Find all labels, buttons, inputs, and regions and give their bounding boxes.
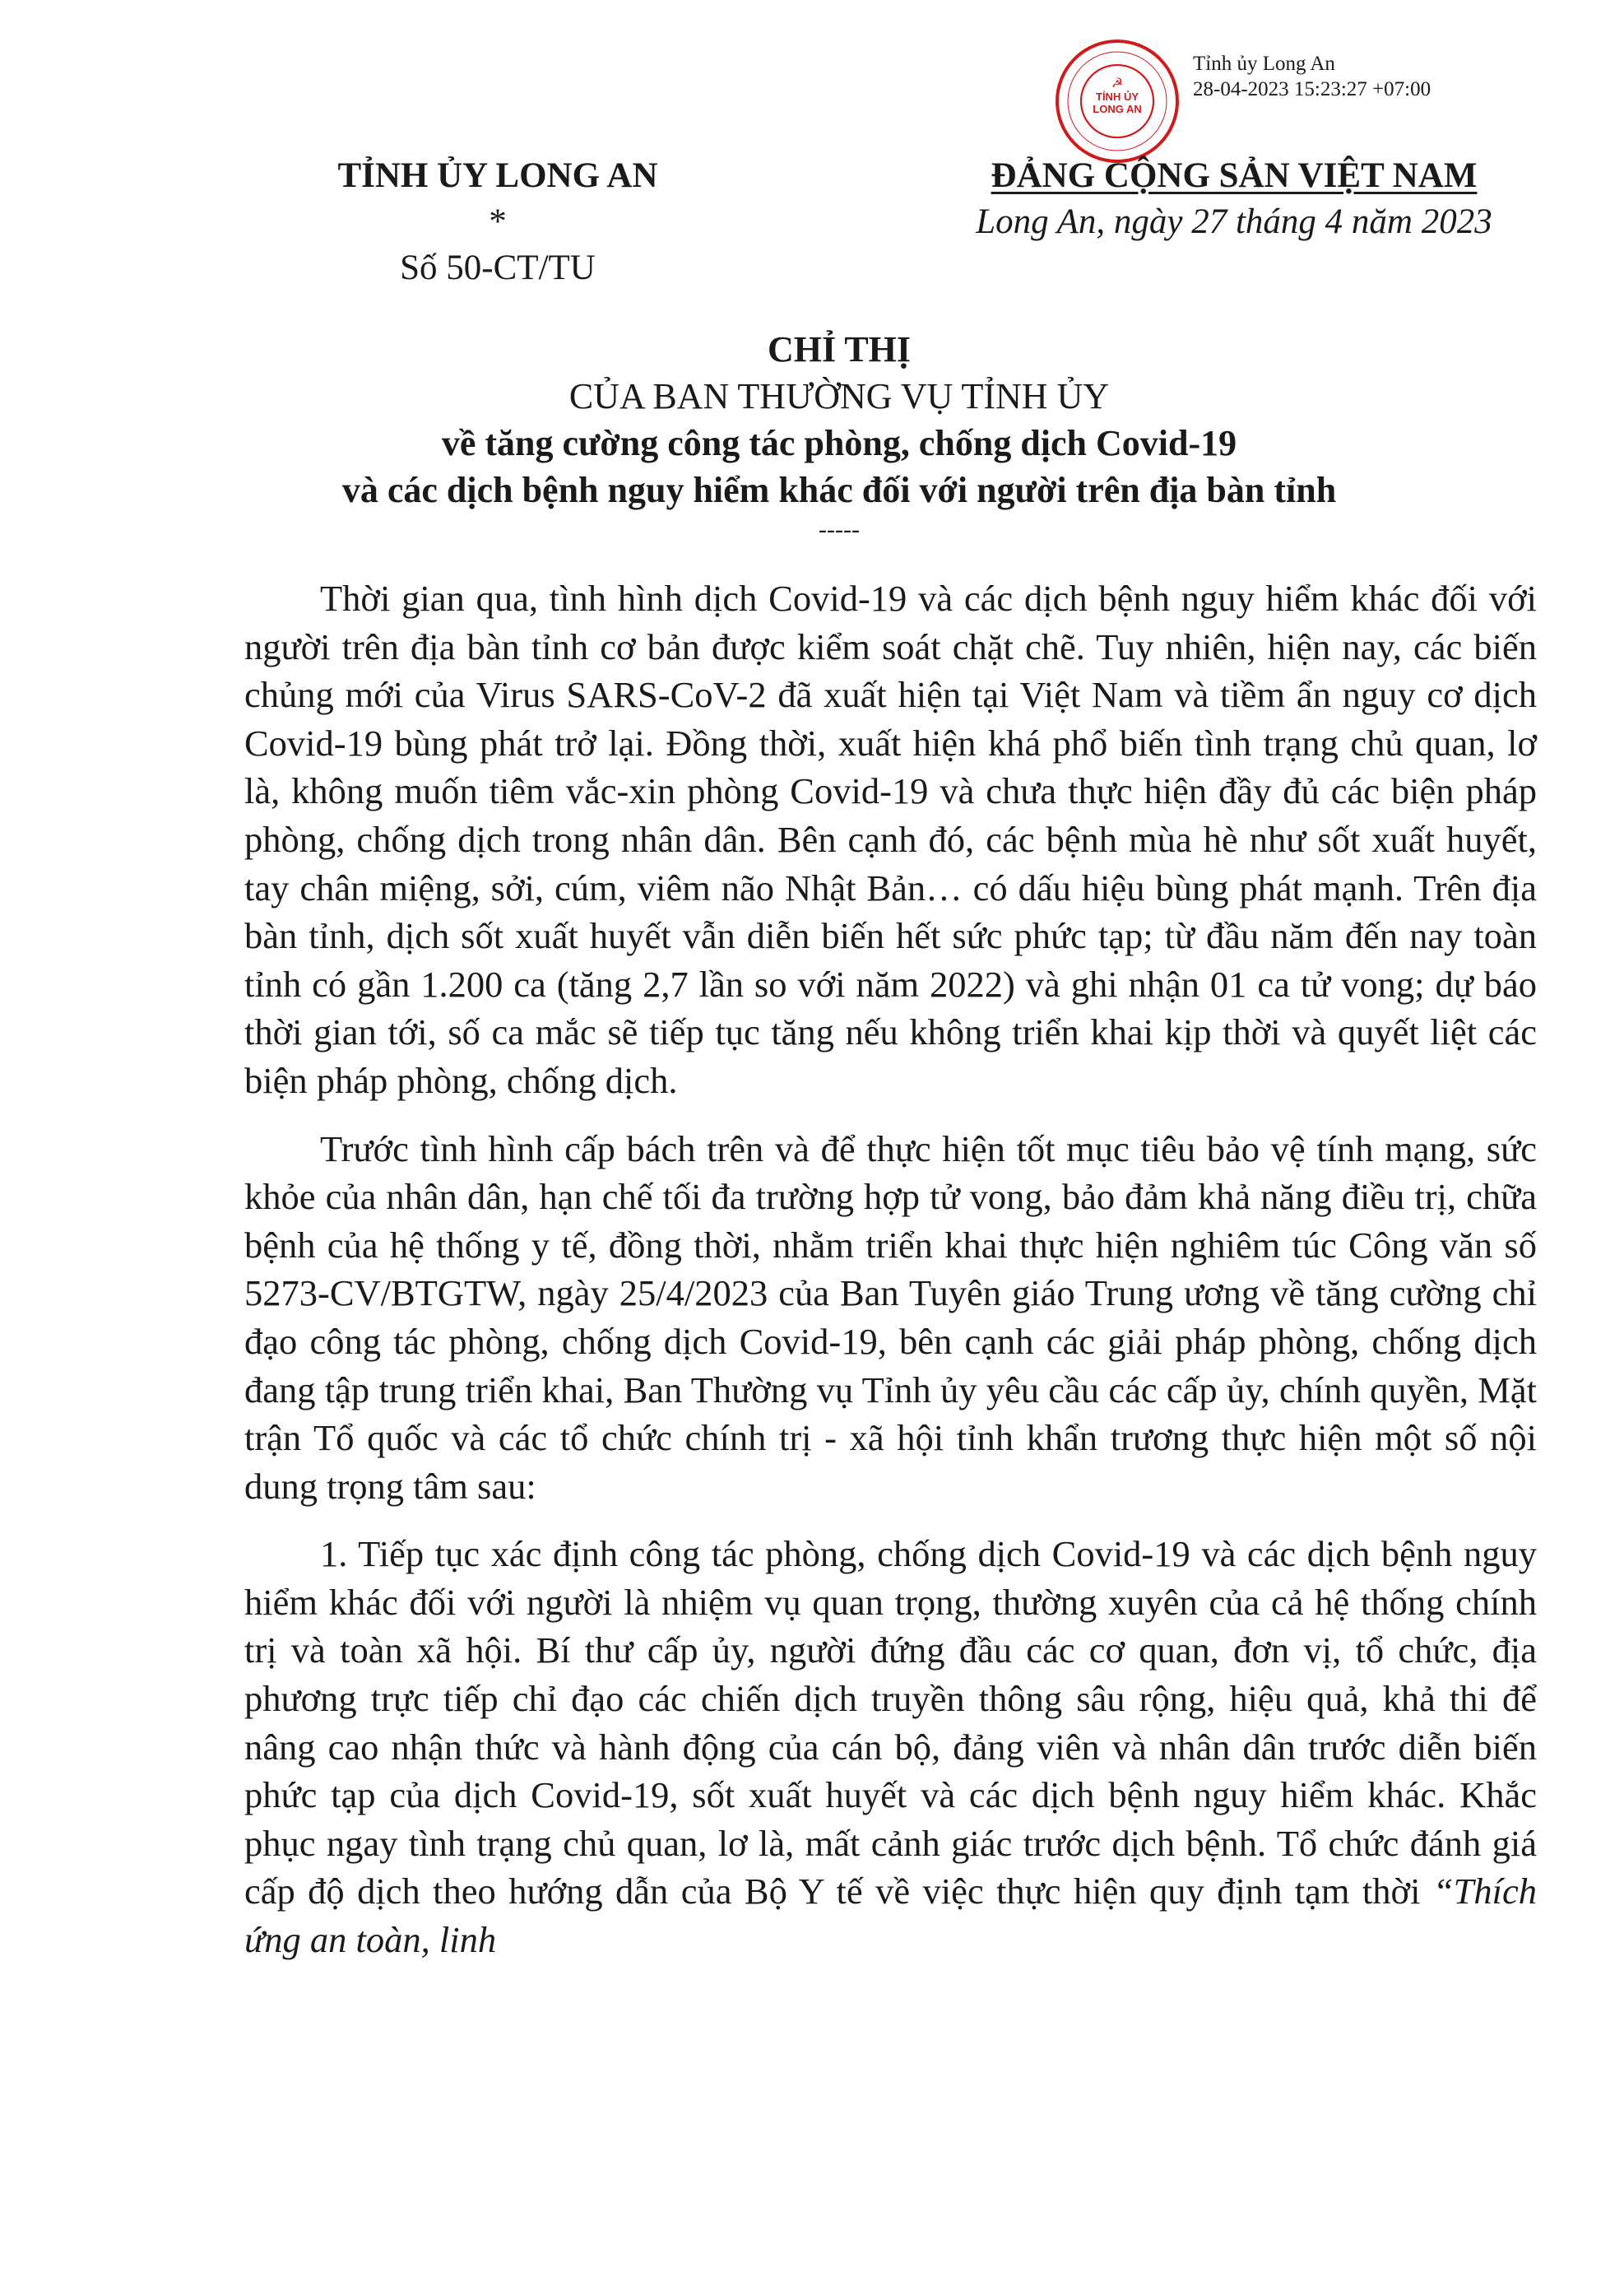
- paragraph-3-quote: “Thích ứng an toàn, linh: [244, 1870, 1537, 1961]
- header-national: [921, 153, 1547, 245]
- title-separator: -----: [819, 516, 860, 543]
- issuer-org: TỈNH ỦY LONG AN: [337, 156, 658, 195]
- paragraph-3: [244, 1530, 1537, 1963]
- paragraph-1: Thời gian qua, tình hình dịch Covid-19 và các dịch bệnh nguy hiểm khác đối với người trên địa bàn tỉnh cơ bản được kiểm soát chặt chẽ. Tuy nhiên, hiện nay, các biến chủng mới của Virus SARS-CoV-2 đã xuất hiện tại Việt Nam và tiềm ẩn nguy cơ dịch Covid-19 bùng phát trở lại. Đồng thời, xuất hiện khá phổ biến tình trạng chủ quan, lơ là, không muốn tiêm vắc-xin phòng Covid-19 và chưa thực hiện đầy đủ các biện pháp phòng, chống dịch trong nhân dân. Bên cạnh đó, các bệnh mùa hè như sốt xuất huyết, tay chân miệng, sởi, cúm, viêm não Nhật Bản… có dấu hiệu bùng phát mạnh. Trên địa bàn tỉnh, dịch sốt xuất huyết vẫn diễn biến hết sức phức tạp; từ đầu năm đến nay toàn tỉnh có gần 1.200 ca (tăng 2,7 lần so với năm 2022) và ghi nhận 01 ca tử vong; dự báo thời gian tới, số ca mắc sẽ tiếp tục tăng nếu không triển khai kịp thời và quyết liệt các biện pháp phòng, chống dịch.: [244, 578, 1537, 1101]
- party-name: ĐẢNG CỘNG SẢN VIỆT NAM: [991, 156, 1478, 195]
- title-doc-type: CHỈ THỊ: [767, 329, 912, 369]
- seal-line-2: LONG AN: [1093, 103, 1142, 115]
- digital-signature-info: [1193, 51, 1431, 102]
- title-subject-2: và các dịch bệnh nguy hiểm khác đối với người trên địa bàn tỉnh: [341, 470, 1337, 510]
- signature-timestamp: 28-04-2023 15:23:27 +07:00: [1193, 78, 1431, 100]
- document-body: [244, 574, 1537, 1984]
- title-issuer: CỦA BAN THƯỜNG VỤ TỈNH ỦY: [568, 376, 1110, 416]
- hammer-sickle-icon: ☭: [1111, 77, 1124, 91]
- seal-center: [1080, 64, 1154, 138]
- place-date: Long An, ngày 27 tháng 4 năm 2023: [976, 202, 1492, 241]
- paragraph-3-text: 1. Tiếp tục xác định công tác phòng, chống dịch Covid-19 và các dịch bệnh nguy hiểm khác đối với người là nhiệm vụ quan trọng, thường xuyên của cả hệ thống chính trị và toàn xã hội. Bí thư cấp ủy, người đứng đầu các cơ quan, đơn vị, tổ chức, địa phương trực tiếp chỉ đạo các chiến dịch truyền thông sâu rộng, hiệu quả, khả thi để nâng cao nhận thức và hành động của cán bộ, đảng viên và nhân dân trước diễn biến phức tạp của dịch Covid-19, sốt xuất huyết và các dịch bệnh nguy hiểm khác. Khắc phục ngay tình trạng chủ quan, lơ là, mất cảnh giác trước dịch bệnh. Tổ chức đánh giá cấp độ dịch theo hướng dẫn của Bộ Y tế về việc thực hiện quy định tạm thời: [244, 1533, 1537, 1912]
- signature-signer: Tỉnh ủy Long An: [1193, 53, 1335, 75]
- title-subject-1: về tăng cường công tác phòng, chống dịch Covid-19: [441, 423, 1237, 463]
- header-issuer: [296, 153, 699, 291]
- issuer-star: *: [489, 202, 507, 241]
- document-title: [165, 326, 1514, 546]
- seal-line-1: TỈNH ỦY: [1096, 91, 1139, 103]
- party-seal: [1056, 40, 1179, 163]
- document-number: Số 50-CT/TU: [400, 249, 596, 287]
- paragraph-2: Trước tình hình cấp bách trên và để thực hiện tốt mục tiêu bảo vệ tính mạng, sức khỏe của nhân dân, hạn chế tối đa trường hợp tử vong, bảo đảm khả năng điều trị, chữa bệnh của hệ thống y tế, đồng thời, nhằm triển khai thực hiện nghiêm túc Công văn số 5273-CV/BTGTW, ngày 25/4/2023 của Ban Tuyên giáo Trung ương về tăng cường chỉ đạo công tác phòng, chống dịch Covid-19, bên cạnh các giải pháp phòng, chống dịch đang tập trung triển khai, Ban Thường vụ Tỉnh ủy yêu cầu các cấp ủy, chính quyền, Mặt trận Tổ quốc và các tổ chức chính trị - xã hội tỉnh khẩn trương thực hiện một số nội dung trọng tâm sau:: [244, 1127, 1537, 1507]
